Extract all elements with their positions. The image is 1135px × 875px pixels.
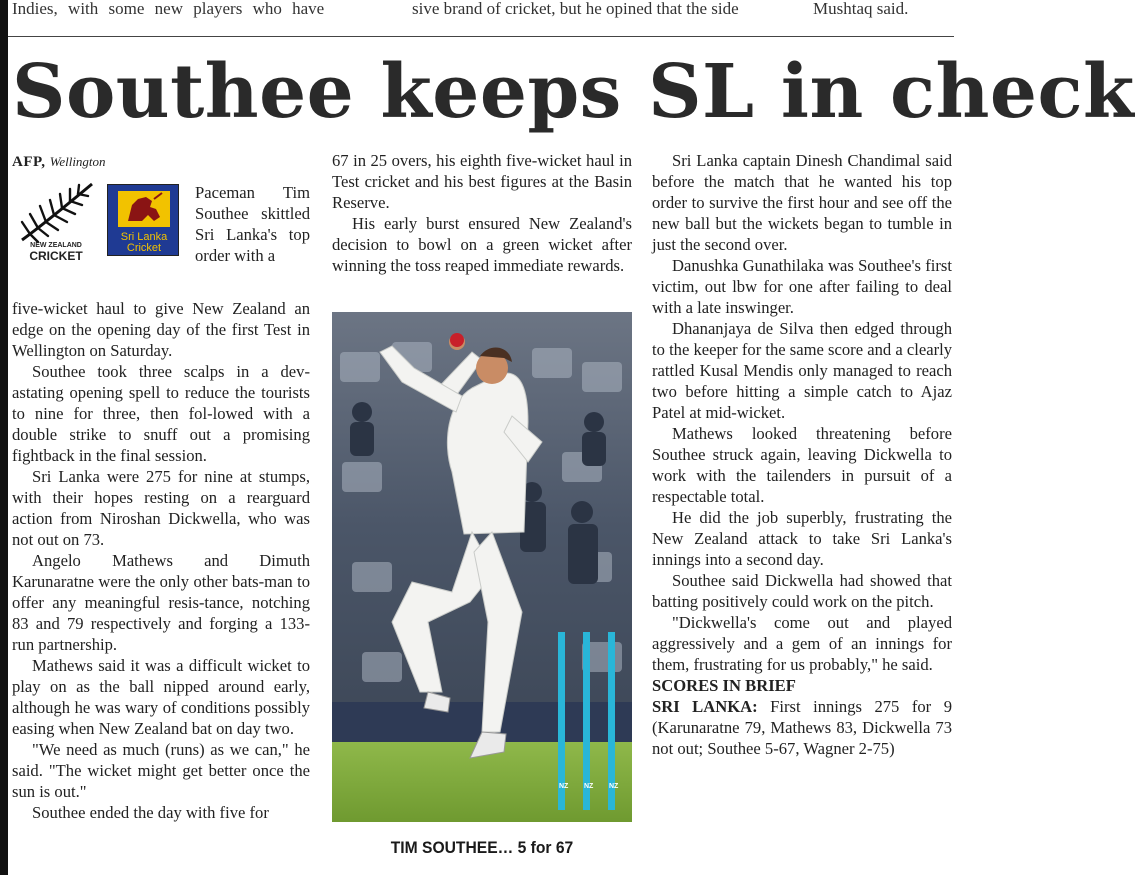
col1-paragraph-3: Angelo Mathews and Dimuth Karunaratne were the only other bats-man to offer any meaningful resis-tance, notching 83 and 79 respectively and forging a 133-run partnership. xyxy=(12,551,310,654)
col3-paragraph-3: Dhananjaya de Silva then edged through to the keeper for the same score and a clearly rattled Kusal Mendis only managed to reach two before hitting a simple catch to Ajaz Patel at mid-wicket. xyxy=(652,319,952,422)
previous-article-strip xyxy=(12,0,954,22)
col1-paragraph-4: Mathews said it was a difficult wicket to play on as the ball nipped around early, although he was wary of conditions possibly easing when New Zealand bat on day two. xyxy=(12,656,310,738)
scores-team-label: SRI LANKA: xyxy=(652,697,758,716)
nz-logo-line2: CRICKET xyxy=(29,249,83,263)
article-column-1 xyxy=(12,150,310,823)
nz-logo-line1: NEW ZEALAND xyxy=(30,242,82,249)
left-margin-bar xyxy=(0,0,8,875)
col2-paragraph-1: 67 in 25 overs, his eighth five-wicket haul in Test cricket and his best figures at the Basin Reserve. xyxy=(332,151,632,212)
col3-paragraph-4: Mathews looked threatening before Southee struck again, leaving Dickwella to work with the tailenders in pursuit of a respectable total. xyxy=(652,424,952,506)
col3-paragraph-2: Danushka Gunathilaka was Southee's first victim, out lbw for one after failing to deal with a late inswinger. xyxy=(652,256,952,317)
scores-in-brief xyxy=(652,696,952,759)
col2-paragraph-2: His early burst ensured New Zealand's decision to bowl on a green wicket after winning the toss reaped immediate rewards. xyxy=(332,214,632,275)
stump-3-label: NZ xyxy=(609,783,619,790)
lion-icon xyxy=(108,185,180,231)
prev-article-col2: sive brand of cricket, but he opined that the side xyxy=(412,0,739,18)
col1-paragraph-2: Sri Lanka were 275 for nine at stumps, with their hopes resting on a rearguard action from Niroshan Dickwella, who was not out on 73. xyxy=(12,467,310,549)
lead-part-1: Paceman Tim Southee skittled Sri Lanka's top order with a xyxy=(195,183,310,265)
col1-paragraph-6: Southee ended the day with five for xyxy=(32,803,269,822)
article-column-3 xyxy=(652,150,952,759)
col1-paragraph-1: Southee took three scalps in a dev-astating opening spell to reduce the tourists to nine for three, then fol-lowed with a double strike to snuff out a promising fightback in the final session. xyxy=(12,362,310,465)
scores-heading: SCORES IN BRIEF xyxy=(652,676,796,695)
col3-paragraph-6: Southee said Dickwella had showed that batting positively could work on the pitch. xyxy=(652,571,952,611)
byline xyxy=(12,150,310,172)
lead-paragraph-start xyxy=(195,182,310,266)
col3-paragraph-1: Sri Lanka captain Dinesh Chandimal said before the match that he wanted his top order to survive the first hour and see off the new ball but the wickets began to tumble in just the second over. xyxy=(652,151,952,254)
scores-text: First innings 275 for 9 (Karunaratne 79, Mathews 83, Dickwella 73 not out; Southee 5-67, Wagner 2-75) xyxy=(652,697,953,758)
byline-agency: AFP, xyxy=(12,154,46,170)
headline: Southee keeps SL in check xyxy=(12,49,1135,135)
tim-southee-bowling-photo xyxy=(332,312,632,822)
sl-logo-line1: Sri Lanka xyxy=(120,231,168,243)
col3-paragraph-5: He did the job superbly, frustrating the New Zealand attack to take Sri Lanka's innings into a second day. xyxy=(652,508,952,569)
photo-caption: TIM SOUTHEE… 5 for 67 xyxy=(390,838,574,857)
sl-logo-line2: Cricket xyxy=(126,242,162,254)
sri-lanka-cricket-logo xyxy=(107,184,179,256)
byline-place: Wellington xyxy=(49,154,106,169)
stump-1-label: NZ xyxy=(559,783,569,790)
lead-paragraph-end: five-wicket haul to give New Zealand an edge on the opening day of the first Test in Wellington on Saturday. xyxy=(12,299,310,360)
section-divider xyxy=(8,36,954,37)
team-logos xyxy=(12,182,310,298)
prev-article-col3: Mushtaq said. xyxy=(813,0,909,18)
stump-2-label: NZ xyxy=(584,783,594,790)
new-zealand-cricket-logo xyxy=(16,182,96,264)
silver-fern-icon xyxy=(16,182,96,244)
col3-paragraph-7: "Dickwella's come out and played aggressively and a gem of an innings for them, frustrating for us probably," he said. xyxy=(652,613,952,674)
bowler-photo-illustration xyxy=(332,312,632,822)
col1-paragraph-5: "We need as much (runs) as we can," he said. "The wicket might get better once the sun is out." xyxy=(12,740,310,801)
article-column-2 xyxy=(332,150,632,276)
prev-article-col1: Indies, with some new players who have xyxy=(12,0,325,18)
